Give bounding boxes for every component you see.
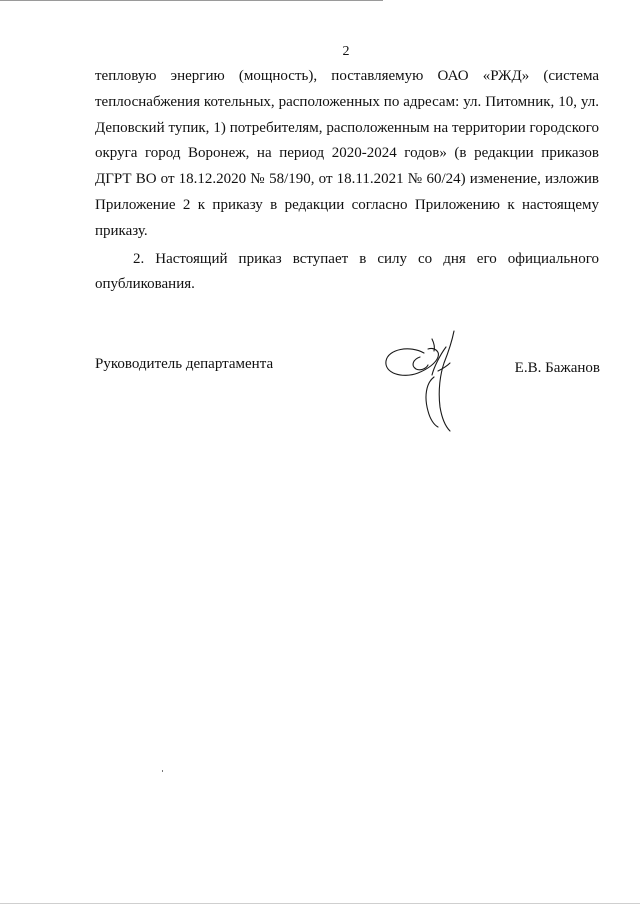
paragraph-item-2: 2. Настоящий приказ вступает в силу со дня его официального опубликования. bbox=[95, 250, 599, 293]
scan-top-edge bbox=[0, 0, 383, 1]
page-number: 2 bbox=[342, 44, 350, 59]
paragraph-continuation: тепловую энергию (мощность), поставляемую ОАО «РЖД» (система теплоснабжения котельных, расположенных по адресам: ул. Питомник, 10, ул. Деповский тупик, 1) потребителям, расположенным на территории городского округа город Воронеж, на период 2020-2024 годов» (в редакции приказов ДГРТ ВО от 18.12.2020 № 58/190, от 18.11.2021 № 60/24) изменение, изложив Приложение 2 к приказу в редакции согласно Приложению к настоящему приказу. bbox=[95, 68, 599, 239]
signatory-title: Руководитель департамента bbox=[95, 356, 274, 372]
scan-bottom-edge bbox=[0, 903, 640, 904]
handwritten-signature bbox=[380, 327, 480, 435]
document-body bbox=[95, 64, 599, 298]
signatory-name: Е.В. Бажанов bbox=[514, 360, 600, 376]
scan-speck bbox=[162, 770, 163, 772]
